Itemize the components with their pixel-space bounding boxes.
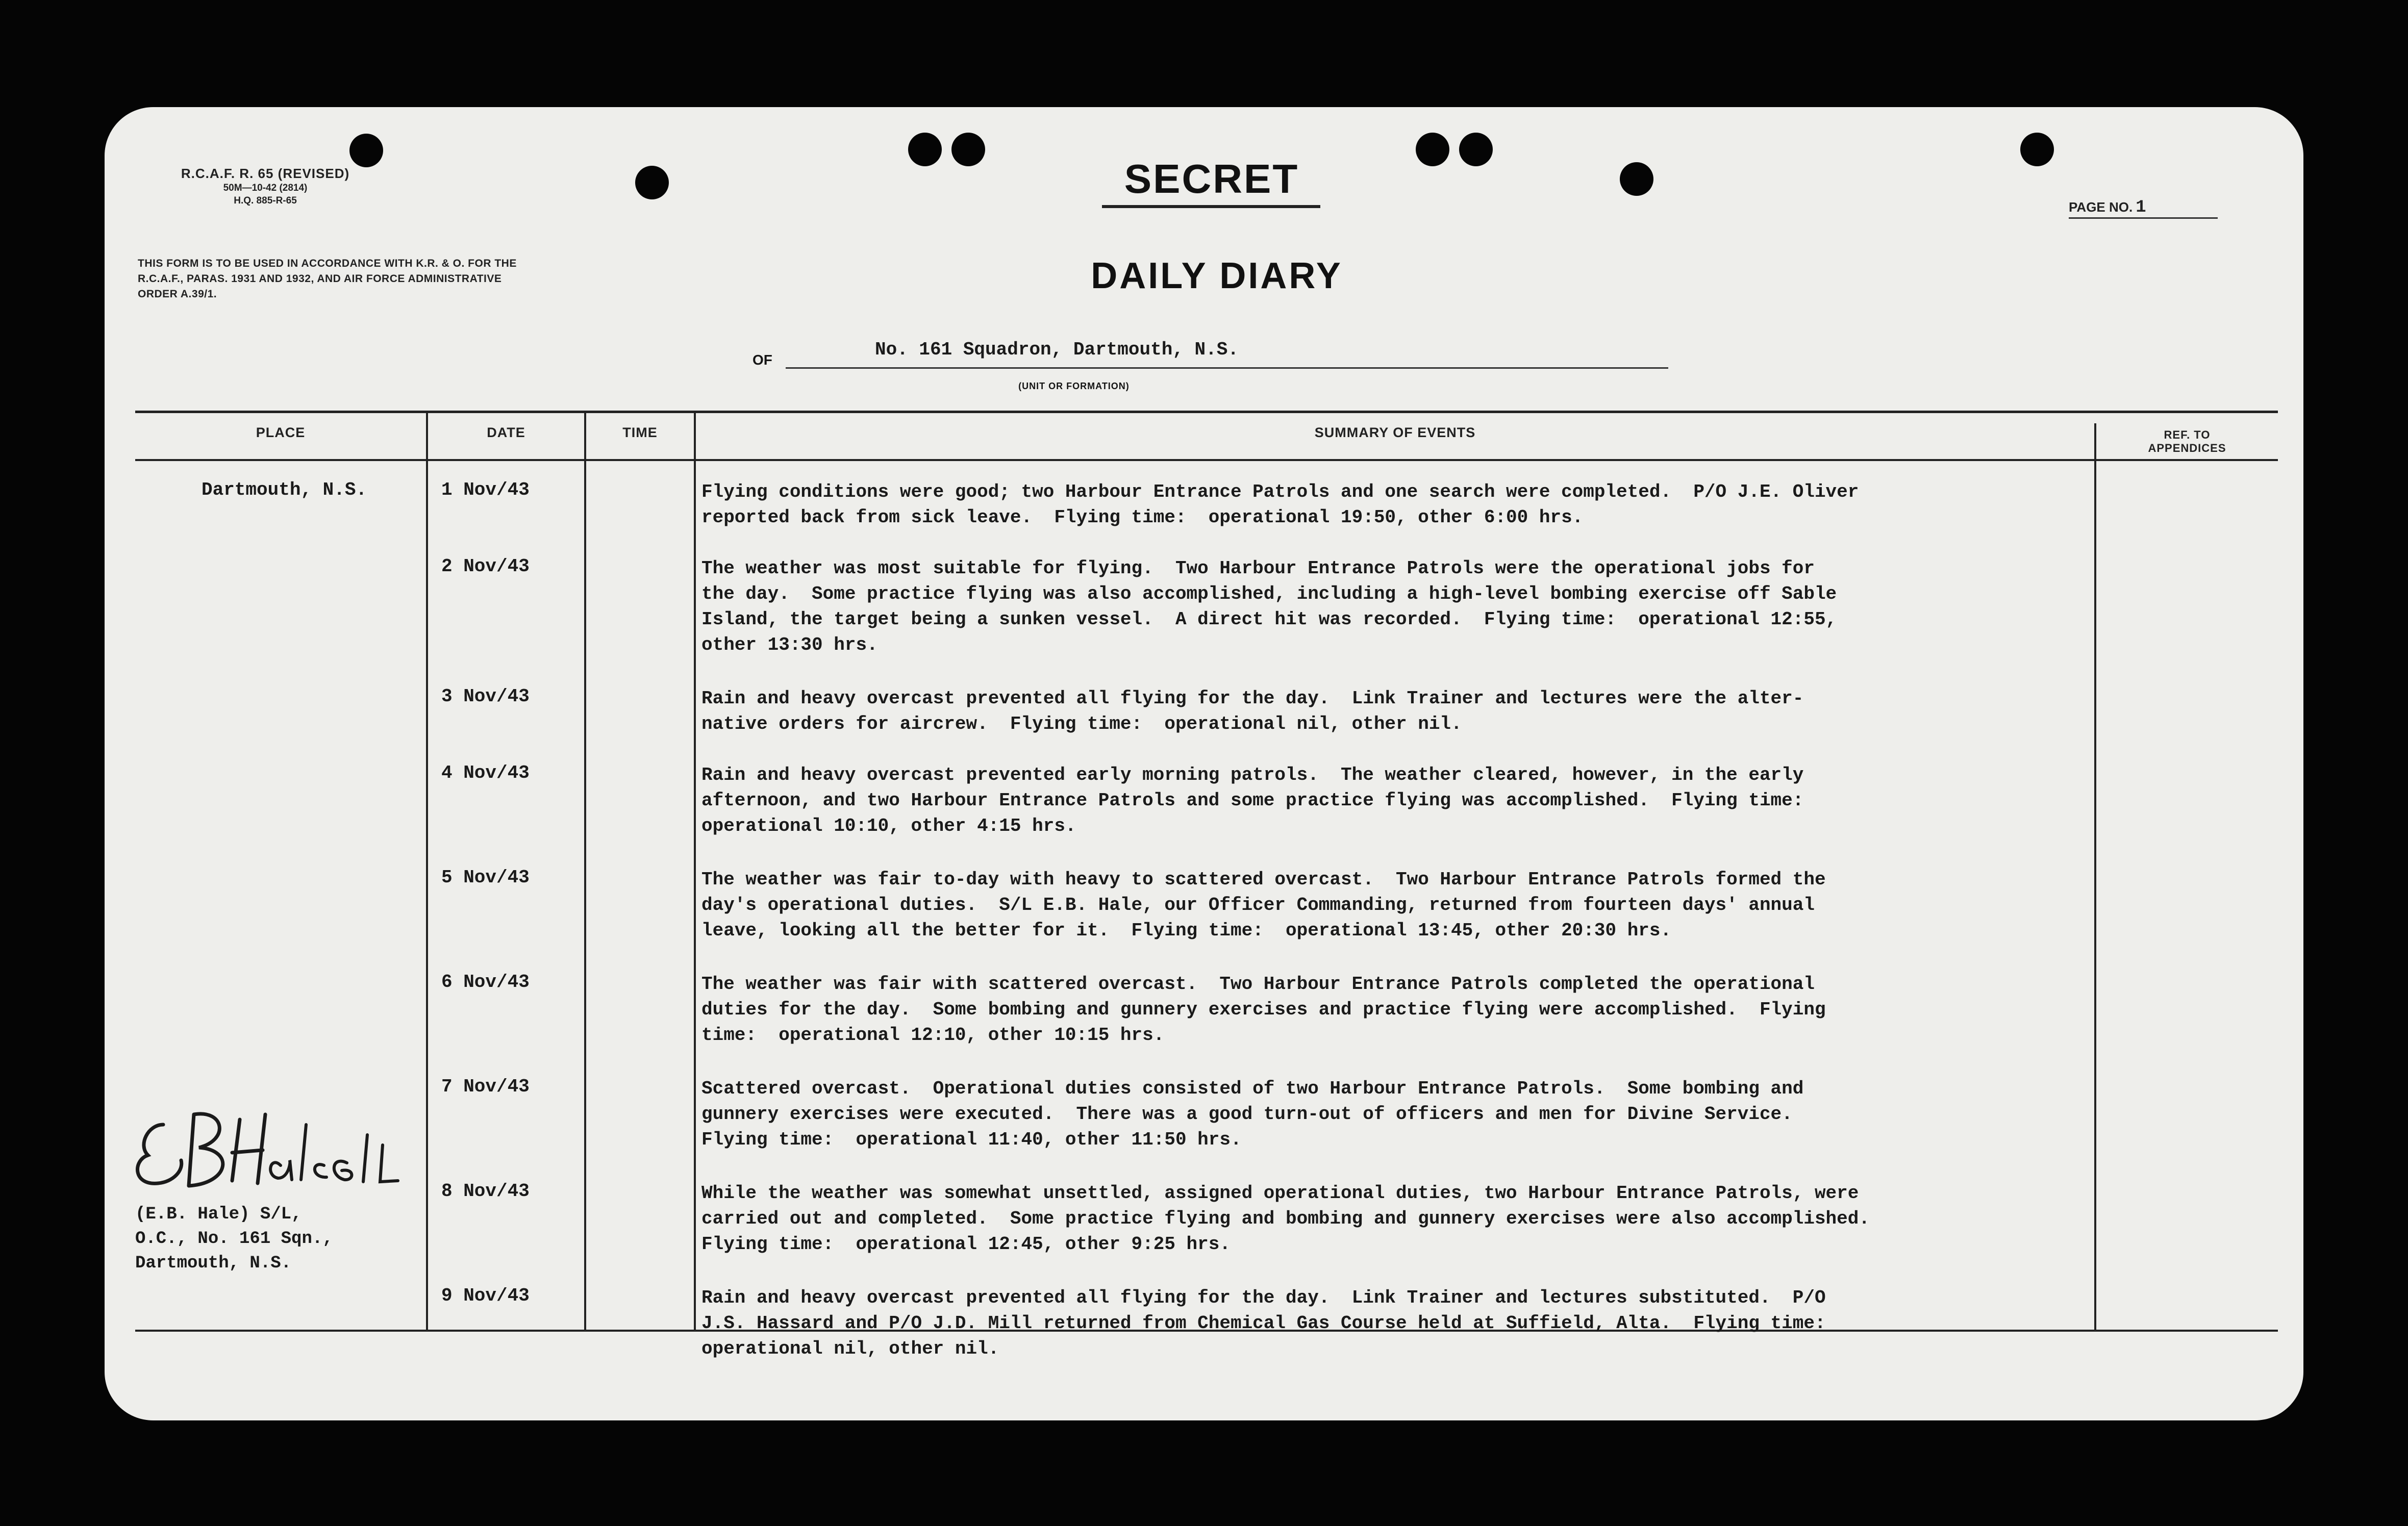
entry-date: 1 Nov/43 <box>441 479 530 500</box>
column-divider <box>426 412 428 1330</box>
punch-hole <box>908 133 942 166</box>
punch-hole <box>1620 162 1653 196</box>
entry-summary: The weather was most suitable for flying. Two Harbour Entrance Patrols were the operational jobs for the day. Some practice flying was also accomplished, including a high-level bombing exercise off Sable Island, the target being a sunken vessel. A direct hit was recorded. Flying time: operational 12:55, other 13:30 hrs. <box>701 558 1837 655</box>
column-header-time: TIME <box>622 425 658 440</box>
entry-date: 7 Nov/43 <box>441 1076 530 1097</box>
entry-summary: The weather was fair with scattered overcast. Two Harbour Entrance Patrols completed the operational duties for the day. Some bombing and gunnery exercises and practice flying were accomplished. Flying time: operational 12:10, other 10:15 hrs. <box>701 974 1826 1046</box>
entry-date: 5 Nov/43 <box>441 867 530 888</box>
entry-summary: The weather was fair to-day with heavy to scattered overcast. Two Harbour Entrance Patrols formed the day's operational duties. S/L E.B. Hale, our Officer Commanding, returned from fourteen days' annual leave, looking all the better for it. Flying time: operational 13:45, other 20:30 hrs. <box>701 869 1826 941</box>
punch-hole <box>349 134 383 167</box>
signature-caption: (E.B. Hale) S/L, O.C., No. 161 Sqn., Dartmouth, N.S. <box>135 1205 333 1273</box>
page-number-field <box>2069 198 2218 219</box>
classification-stamp: SECRET <box>1124 156 1299 201</box>
appendices-header-line: REF. TO <box>2164 428 2211 441</box>
column-header-place: PLACE <box>256 425 306 440</box>
entry-summary: Scattered overcast. Operational duties consisted of two Harbour Entrance Patrols. Some bombing and gunnery exercises were executed. There was a good turn-out of officers and men for Divine Service. Flying time: operational 11:40, other 11:50 hrs. <box>701 1078 1804 1150</box>
column-header-summary: SUMMARY OF EVENTS <box>1314 425 1476 440</box>
entry-summary: Rain and heavy overcast prevented all flying for the day. Link Trainer and lectures substituted. P/O J.S. Hassard and P/O J.D. Mill returned from Chemical Gas Course held at Suffield, Alta. Flying time: operational nil, other nil. <box>701 1287 1826 1359</box>
entry-summary: Rain and heavy overcast prevented early morning patrols. The weather cleared, however, in the early afternoon, and two Harbour Entrance Patrols and some practice flying was accomplished. Flying time: operational 10:10, other 4:15 hrs. <box>701 765 1804 836</box>
page-title: DAILY DIARY <box>1091 256 1343 296</box>
classification-underline <box>1102 205 1320 208</box>
entry-date: 4 Nov/43 <box>441 762 530 783</box>
appendices-header-line: APPENDICES <box>2148 442 2226 454</box>
column-divider <box>694 412 696 1330</box>
unit-value: No. 161 Squadron, Dartmouth, N.S. <box>875 339 1239 360</box>
entry-summary: While the weather was somewhat unsettled, assigned operational duties, two Harbour Entrance Patrols, were carried out and completed. Some practice flying and bombing and gunnery exercises were also accomplished. Flying time: operational 12:45, other 9:25 hrs. <box>701 1183 1870 1255</box>
entry-date: 9 Nov/43 <box>441 1285 530 1306</box>
punch-hole <box>1459 133 1493 166</box>
form-code-line: R.C.A.F. R. 65 (REVISED) <box>181 166 350 181</box>
place-value: Dartmouth, N.S. <box>202 479 367 500</box>
unit-caption: (UNIT OR FORMATION) <box>1018 381 1130 391</box>
handwritten-signature <box>128 1094 413 1206</box>
entry-summary: Rain and heavy overcast prevented all flying for the day. Link Trainer and lectures were the alter- native orders for aircrew. Flying time: operational nil, other nil. <box>701 688 1804 734</box>
diary-sheet <box>105 107 2303 1420</box>
column-divider <box>2094 423 2096 1330</box>
entry-date: 2 Nov/43 <box>441 556 530 577</box>
entry-date: 3 Nov/43 <box>441 686 530 707</box>
entry-date: 8 Nov/43 <box>441 1181 530 1202</box>
entry-date: 6 Nov/43 <box>441 972 530 993</box>
entry-summary: Flying conditions were good; two Harbour Entrance Patrols and one search were completed. P/O J.E. Oliver reported back from sick leave. Flying time: operational 19:50, other 6:00 hrs. <box>701 481 1859 528</box>
column-header-appendices <box>2096 428 2278 455</box>
form-usage-note: THIS FORM IS TO BE USED IN ACCORDANCE WITH K.R. & O. FOR THE R.C.A.F., PARAS. 1931 AND 1932, AND AIR FORCE ADMINISTRATIVE ORDER A.39/1. <box>138 258 517 300</box>
punch-hole <box>635 166 669 199</box>
page-number-label: PAGE NO. <box>2069 199 2133 215</box>
form-code-line: H.Q. 885-R-65 <box>234 195 297 206</box>
punch-hole <box>2020 133 2054 166</box>
column-divider <box>584 412 586 1330</box>
punch-hole <box>951 133 985 166</box>
page-number-value: 1 <box>2136 198 2146 217</box>
header-bottom-rule <box>135 459 2278 461</box>
column-header-date: DATE <box>487 425 525 440</box>
of-label: OF <box>752 352 772 368</box>
punch-hole <box>1416 133 1449 166</box>
form-code-line: 50M—10-42 (2814) <box>223 183 308 193</box>
table-top-rule <box>135 411 2278 413</box>
form-reference <box>145 166 385 207</box>
